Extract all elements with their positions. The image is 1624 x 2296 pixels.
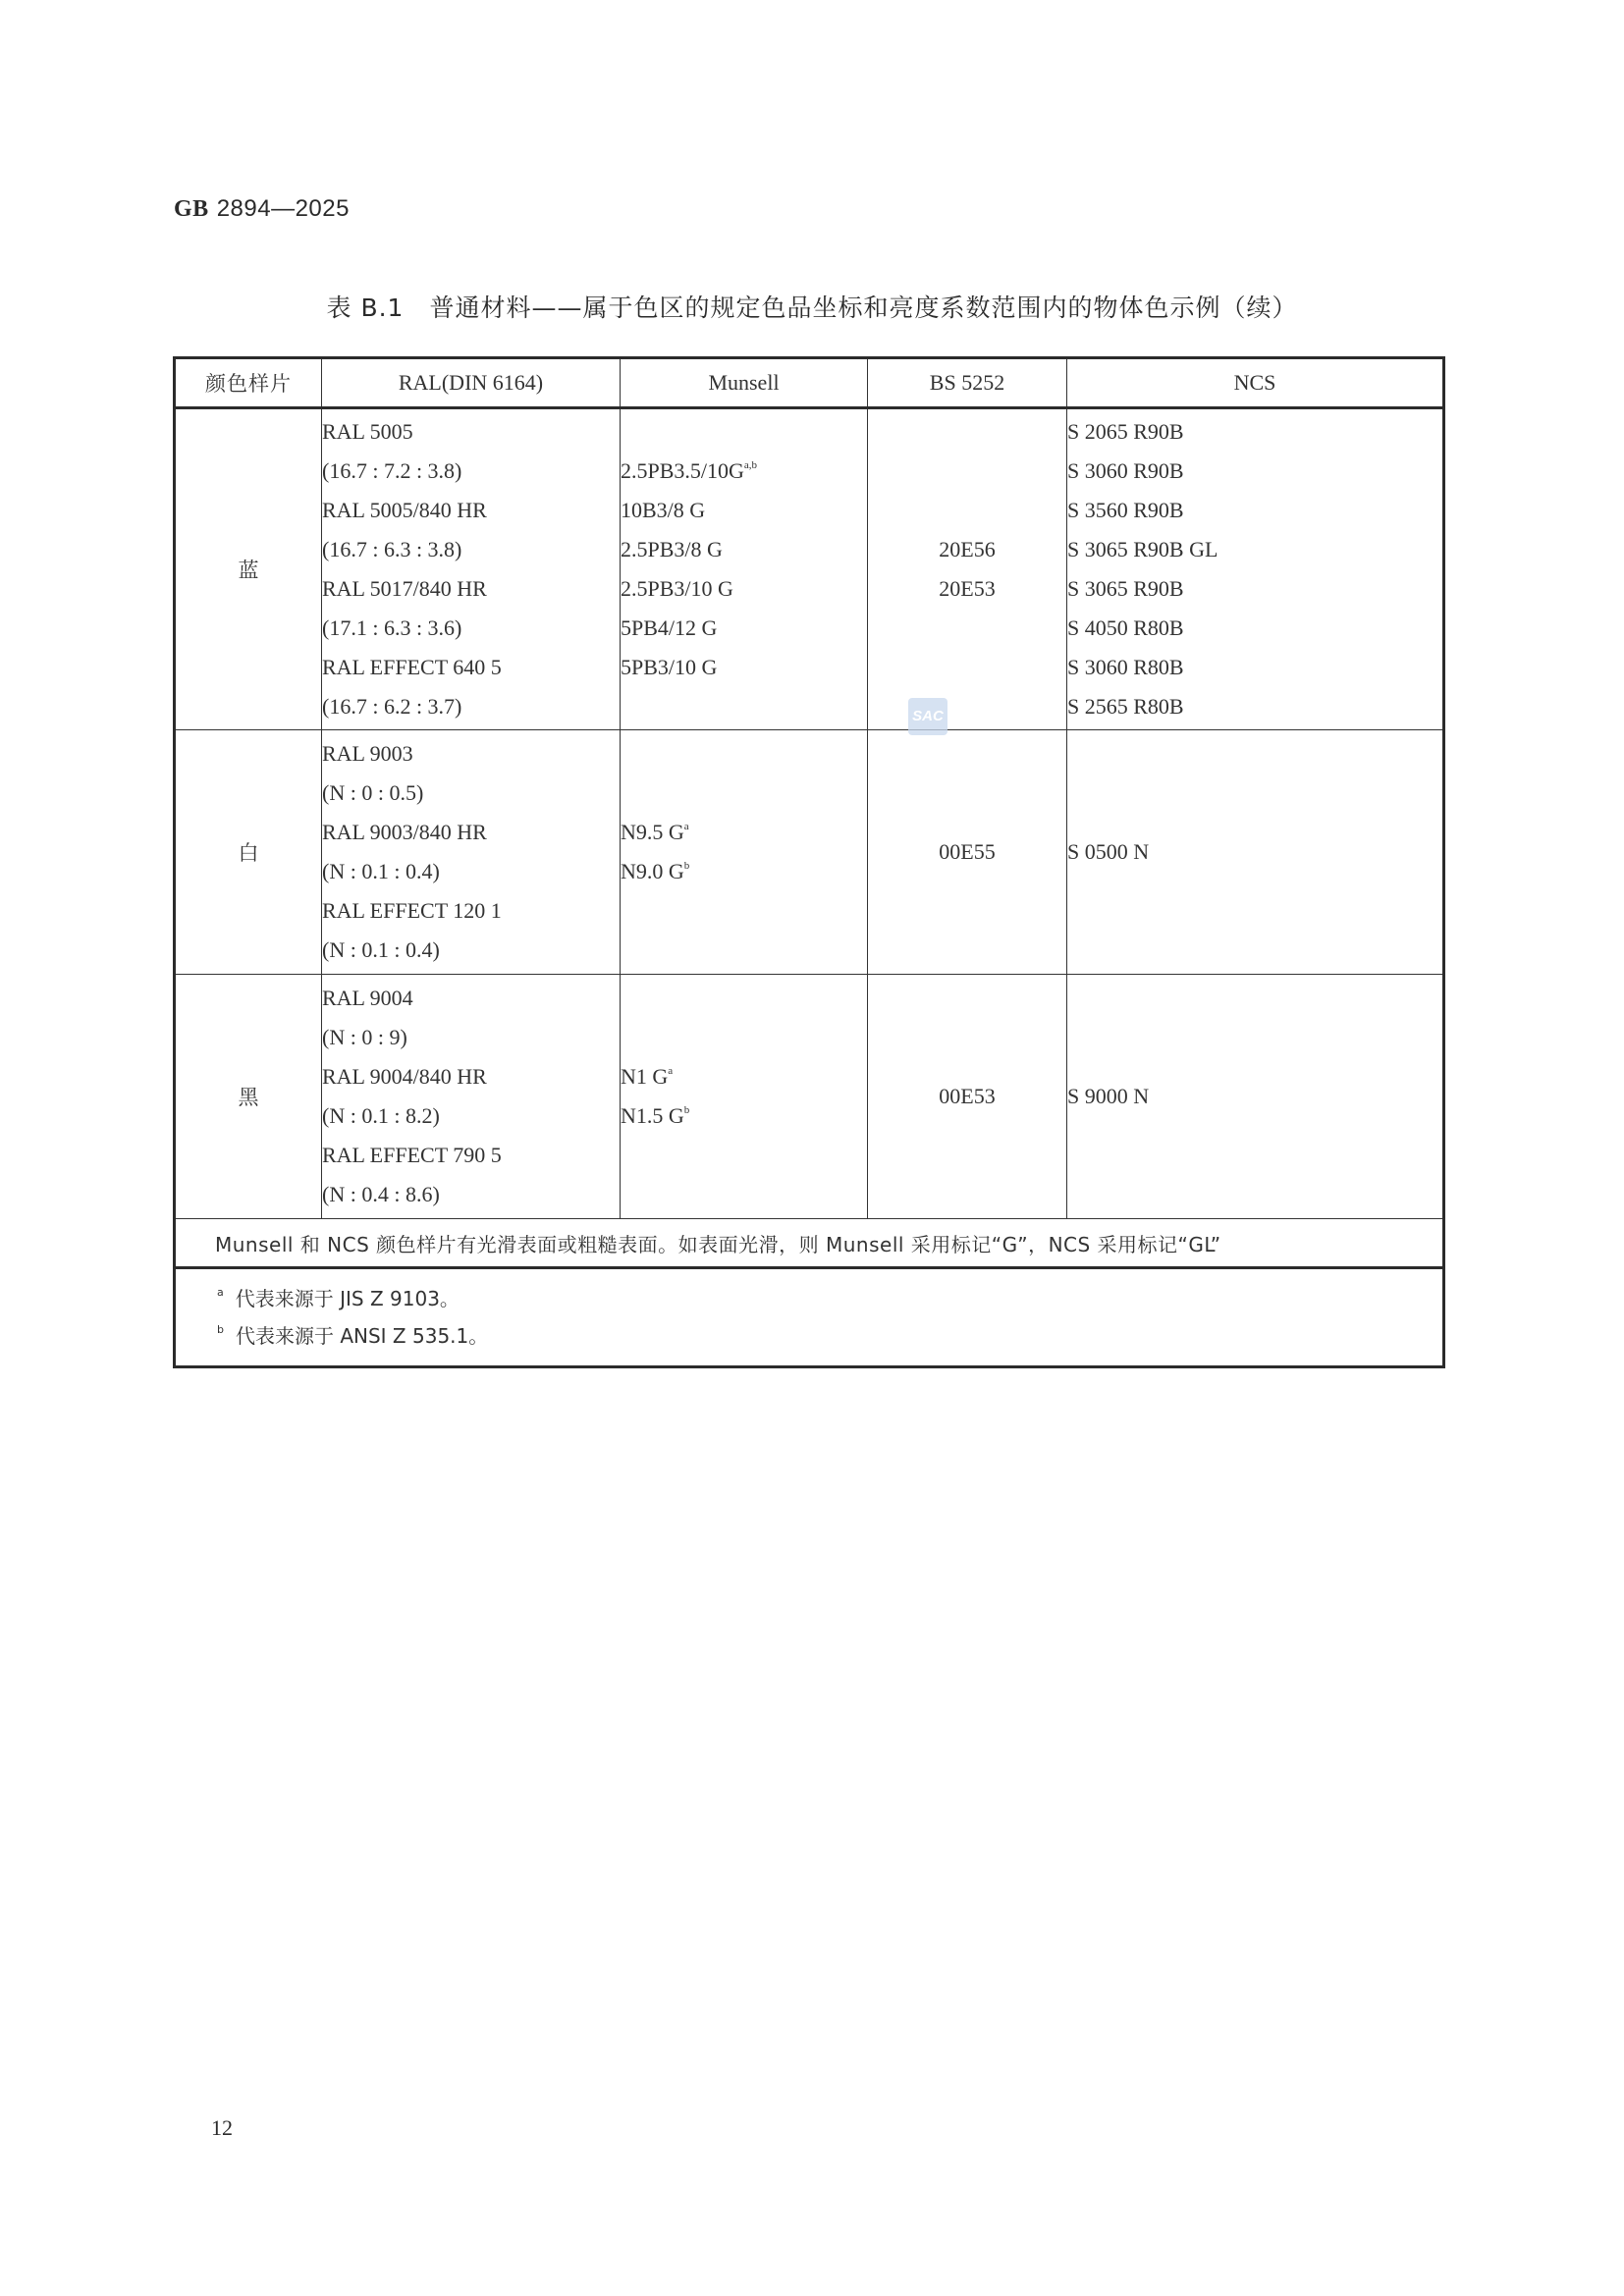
table-row-white bbox=[175, 730, 1444, 975]
ral-value: (N : 0.1 : 0.4) bbox=[322, 859, 440, 883]
ncs-value: S 3060 R90B bbox=[1067, 458, 1184, 483]
munsell-value: N9.0 $G^b$ bbox=[621, 859, 690, 883]
ncs-cell bbox=[1067, 975, 1444, 1219]
table-footnotes bbox=[175, 1268, 1444, 1367]
ral-value: (N : 0 : 0.5) bbox=[322, 780, 424, 805]
munsell-value: N9.5 $G^a$ bbox=[621, 820, 689, 844]
ncs-value: S 4050 R80B bbox=[1067, 615, 1184, 640]
ral-cell bbox=[322, 408, 621, 730]
ncs-value: S 9000 N bbox=[1067, 1084, 1150, 1108]
ncs-value: S 3060 R80B bbox=[1067, 655, 1184, 679]
color-name: 白 bbox=[175, 730, 322, 975]
ral-value: (N : 0 : 9) bbox=[322, 1025, 407, 1049]
munsell-cell bbox=[621, 975, 868, 1219]
bs5252-cell bbox=[868, 408, 1067, 730]
ral-value: (17.1 : 6.3 : 3.6) bbox=[322, 615, 462, 640]
ral-value: RAL EFFECT 640 5 bbox=[322, 655, 502, 679]
ral-value: RAL 5005 bbox=[322, 419, 413, 444]
ral-value: (16.7 : 6.3 : 3.8) bbox=[322, 537, 462, 561]
ncs-cell bbox=[1067, 408, 1444, 730]
footnote-ref: b bbox=[683, 1104, 690, 1116]
column-header-ral: RAL(DIN 6164) bbox=[322, 358, 621, 408]
column-header-munsell: Munsell bbox=[621, 358, 868, 408]
color-examples-table bbox=[173, 356, 1445, 1368]
bs5252-value: 20E53 bbox=[939, 576, 996, 601]
table-note-row bbox=[175, 1219, 1444, 1268]
ncs-value: S 0500 N bbox=[1067, 839, 1150, 864]
color-name: 黑 bbox=[175, 975, 322, 1219]
ral-value: (16.7 : 7.2 : 3.8) bbox=[322, 458, 462, 483]
table-title-text: 普通材料——属于色区的规定色品坐标和亮度系数范围内的物体色示例（续） bbox=[429, 294, 1298, 322]
bs5252-value: 00E53 bbox=[939, 1084, 996, 1108]
bs5252-value: 20E56 bbox=[939, 537, 996, 561]
table-title bbox=[0, 293, 1624, 324]
page-number: 12 bbox=[211, 2115, 233, 2140]
color-name: 蓝 bbox=[175, 408, 322, 730]
table-footnotes-row bbox=[175, 1268, 1444, 1367]
table-row-black bbox=[175, 975, 1444, 1219]
munsell-value: N1.5 $G^b$ bbox=[621, 1103, 690, 1128]
ral-value: RAL 9003 bbox=[322, 741, 413, 766]
footnote-mark: b bbox=[217, 1323, 224, 1336]
munsell-value: 2.5PB3/10 G bbox=[621, 576, 733, 601]
table-row-blue bbox=[175, 408, 1444, 730]
bs5252-cell bbox=[868, 975, 1067, 1219]
ncs-value: S 3560 R90B bbox=[1067, 498, 1184, 522]
munsell-value: 5PB4/12 G bbox=[621, 615, 718, 640]
table-number: 表 B.1 bbox=[326, 294, 405, 322]
footnote-ref: a bbox=[683, 821, 689, 832]
ncs-value: S 3065 R90B bbox=[1067, 576, 1184, 601]
ral-cell bbox=[322, 975, 621, 1219]
munsell-value: $2.5PB3.5/10G^{a,b}$ bbox=[621, 458, 758, 483]
munsell-value: 2.5PB3/8 G bbox=[621, 537, 723, 561]
munsell-value: 5PB3/10 G bbox=[621, 655, 718, 679]
ral-value: RAL 5005/840 HR bbox=[322, 498, 487, 522]
ral-value: RAL 5017/840 HR bbox=[322, 576, 487, 601]
ral-value: RAL 9004 bbox=[322, 986, 413, 1010]
ral-value: (N : 0.1 : 8.2) bbox=[322, 1103, 440, 1128]
sac-watermark-icon: SAC bbox=[908, 698, 947, 735]
footnote-ref: a bbox=[668, 1065, 674, 1077]
table-header-row bbox=[175, 358, 1444, 408]
doc-prefix: GB bbox=[174, 196, 209, 222]
ncs-value: S 2065 R90B bbox=[1067, 419, 1184, 444]
ncs-value: S 2565 R80B bbox=[1067, 694, 1184, 719]
munsell-cell bbox=[621, 730, 868, 975]
ral-value: RAL 9003/840 HR bbox=[322, 820, 487, 844]
ral-value: (N : 0.4 : 8.6) bbox=[322, 1182, 440, 1206]
footnote-mark: a bbox=[217, 1286, 224, 1299]
ncs-value: S 3065 R90B GL bbox=[1067, 537, 1218, 561]
table-note: Munsell 和 NCS 颜色样片有光滑表面或粗糙表面。如表面光滑，则 Munsell 采用标记“G”，NCS 采用标记“GL” bbox=[175, 1219, 1444, 1268]
ral-value: RAL 9004/840 HR bbox=[322, 1064, 487, 1089]
document-code bbox=[174, 194, 350, 223]
munsell-cell bbox=[621, 408, 868, 730]
munsell-value: N1 $G^a$ bbox=[621, 1064, 674, 1089]
bs5252-value: 00E55 bbox=[939, 839, 996, 864]
column-header-color-sample: 颜色样片 bbox=[175, 358, 322, 408]
ral-value: RAL EFFECT 790 5 bbox=[322, 1143, 502, 1167]
footnote: $^a$ 代表来源于 JIS Z 9103。 bbox=[217, 1286, 460, 1310]
bs5252-cell bbox=[868, 730, 1067, 975]
ral-cell bbox=[322, 730, 621, 975]
ral-value: (N : 0.1 : 0.4) bbox=[322, 937, 440, 962]
ncs-cell bbox=[1067, 730, 1444, 975]
column-header-bs5252: BS 5252 bbox=[868, 358, 1067, 408]
footnote-ref: a,b bbox=[743, 459, 758, 471]
ral-value: RAL EFFECT 120 1 bbox=[322, 898, 502, 923]
footnote: $^b$ 代表来源于 ANSI Z 535.1。 bbox=[217, 1323, 489, 1348]
munsell-value: 10B3/8 G bbox=[621, 498, 706, 522]
doc-number: 2894—2025 bbox=[216, 195, 350, 222]
ral-value: (16.7 : 6.2 : 3.7) bbox=[322, 694, 462, 719]
column-header-ncs: NCS bbox=[1067, 358, 1444, 408]
footnote-ref: b bbox=[683, 860, 690, 872]
